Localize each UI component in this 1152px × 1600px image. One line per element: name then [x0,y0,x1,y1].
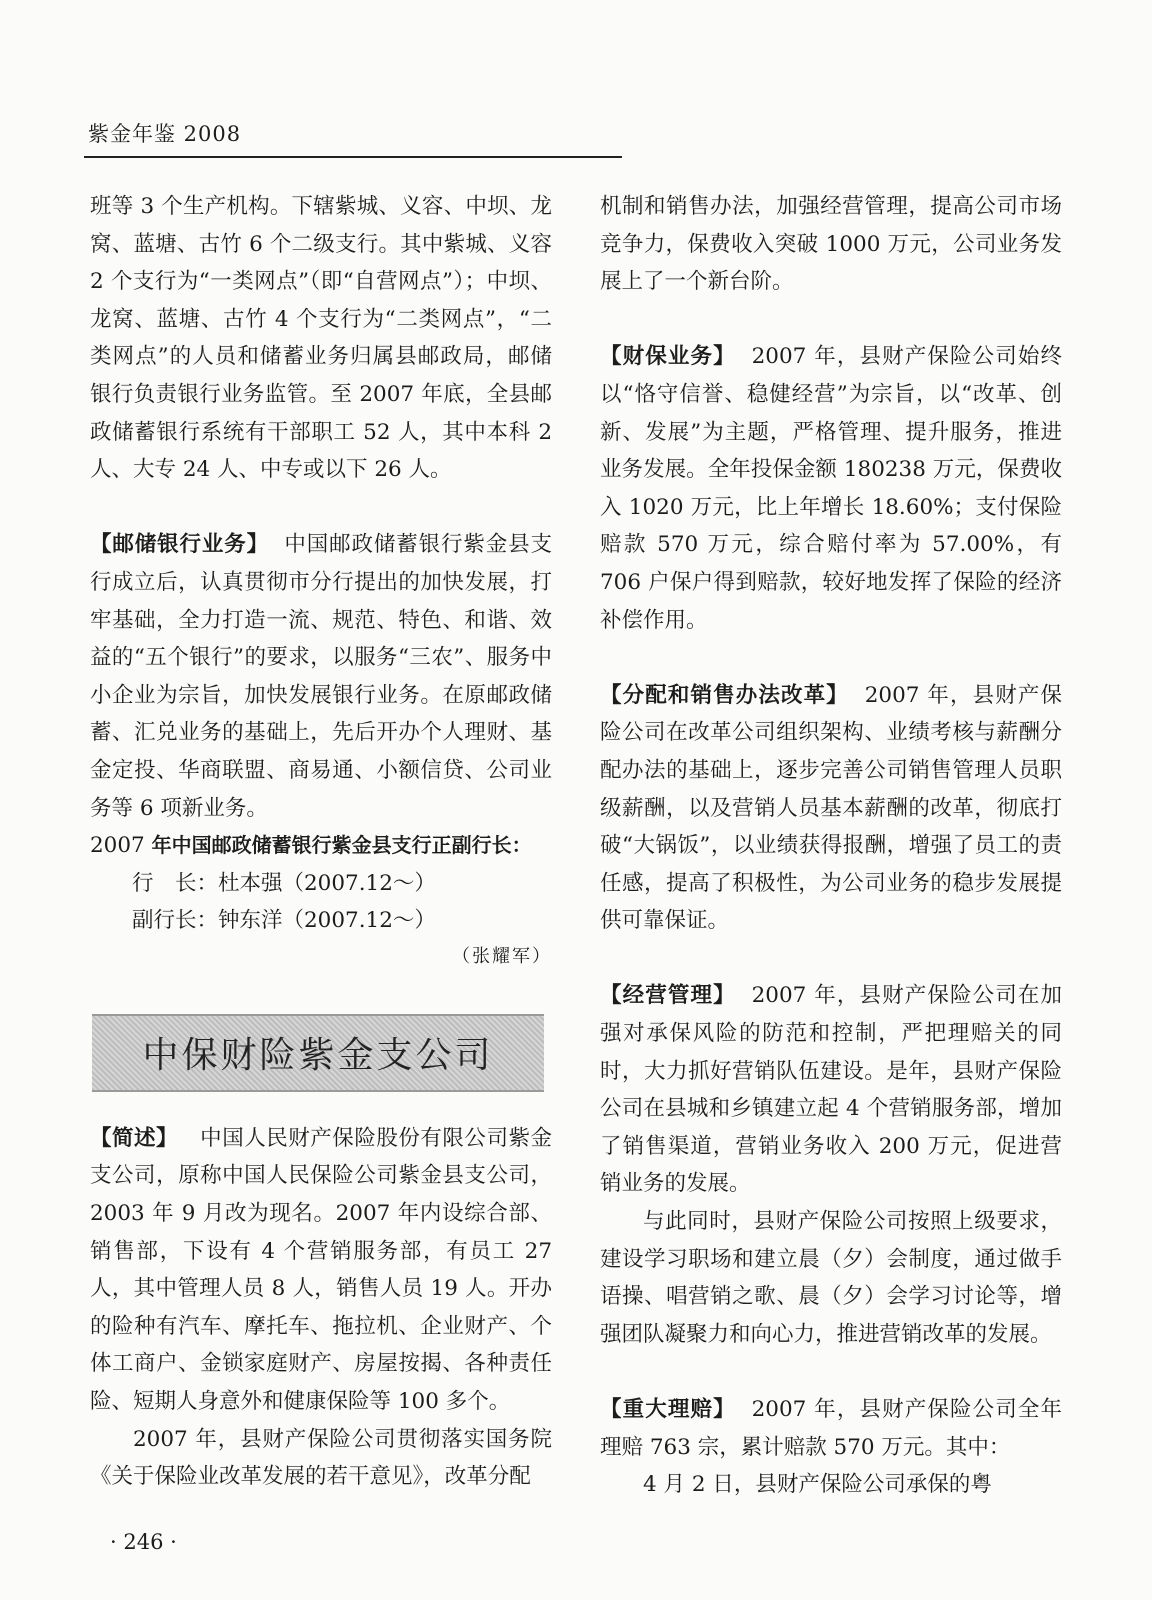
section-banner-title: 中保财险紫金支公司 [142,1035,494,1077]
section-tag-distribution-reform: 【分配和销售办法改革】 [600,682,849,708]
section-text-overview: 中国人民财产保险股份有限公司紫金支公司，原称中国人民保险公司紫金县支公司，2003 年 9 月改为现名。2007 年内设综合部、销售部，下设有 4 个营销服务部，有员工 27 人，其中管理人员 8 人，销售人员 19 人。开办的险种有汽车、摩托车、拖拉机、企业财产、个体工商户、金锁家庭财产、房屋按揭、各种责任险、短期人身意外和健康保险等 100 多个。 [90,1125,552,1415]
section-tag-overview: 【简述】 [90,1125,179,1151]
left-column [90,188,552,1496]
section-text-postal-business: 中国邮政储蓄银行紫金县支行成立后，认真贯彻市分行提出的加快发展，打牢基础，全力打造一流、规范、特色、和谐、效益的“五个银行”的要求，以服务“三农”、服务中小企业为宗旨，加快发展银行业务。在原邮政储蓄、汇兑业务的基础上，先后开办个人理财、基金定投、华商联盟、商易通、小额信贷、公司业务等 6 项新业务。 [90,532,552,821]
paragraph-distribution-reform [600,677,1062,940]
right-column [600,188,1062,1504]
section-text-management: 2007 年，县财产保险公司在加强对承保风险的防范和控制，严把理赔关的同时，大力抓好营销队伍建设。是年，县财产保险公司在县城和乡镇建立起 4 个营销服务部，增加了销售渠道，营销业务收入 200 万元，促进营销业务的发展。 [600,983,1062,1197]
running-header: 紫金年鉴 2008 [88,122,242,146]
paragraph-overview [90,1120,552,1421]
paragraph-property-insurance [600,338,1062,639]
officer-president: 行 长：杜本强（2007.12～） [132,870,436,896]
paragraph-postal-business [90,526,552,827]
section-text-property-insurance: 2007 年，县财产保险公司始终以“恪守信誉、稳健经营”为宗旨，以“改革、创新、发展”为主题，严格管理、提升服务，推进业务发展。全年投保金额 180238 万元，保费收入 1020 万元，比上年增长 18.60%；支付保险赔款 570 万元，综合赔付率为 57.00%，有 706 户保户得到赔款，较好地发挥了保险的经济补偿作用。 [600,344,1062,633]
section-tag-major-claims: 【重大理赔】 [600,1397,736,1422]
officer-vice-president: 副行长：钟东洋（2007.12～） [132,908,436,934]
paragraph-management [600,977,1062,1203]
paragraph-management-2: 与此同时，县财产保险公司按照上级要求，建设学习职场和建立晨（夕）会制度，通过做手语操、唱营销之歌、晨（夕）会学习讨论等，增强团队凝聚力和向心力，推进营销改革的发展。 [600,1209,1062,1347]
leaders-title-year: 2007 [90,833,145,859]
section-banner [92,1014,544,1092]
paragraph-major-claims [600,1391,1062,1466]
leaders-title [90,827,552,865]
paragraph-reform-continued: 机制和销售办法，加强经营管理，提高公司市场竞争力，保费收入突破 1000 万元，公司业务发展上了一个新台阶。 [600,194,1062,295]
paragraph-postal-branches: 班等 3 个生产机构。下辖紫城、义容、中坝、龙窝、蓝塘、古竹 6 个二级支行。其中紫城、义容 2 个支行为“一类网点”（即“自营网点”）；中坝、龙窝、蓝塘、古竹 4 个支行为“二类网点”，“二类网点”的人员和储蓄业务归属县邮政局，邮储银行负责银行业务监管。至 2007 年底，全县邮政储蓄银行系统有干部职工 52 人，其中本科 2 人、大专 24 人、中专或以下 26 人。 [90,194,552,483]
section-tag-property-insurance: 【财保业务】 [600,344,736,370]
section-tag-management: 【经营管理】 [600,983,736,1009]
leaders-title-text: 年中国邮政储蓄银行紫金县支行正副行长： [144,833,532,858]
section-text-distribution-reform: 2007 年，县财产保险公司在改革公司组织架构、业绩考核与薪酬分配办法的基础上，逐步完善公司销售管理人员职级薪酬，以及营销人员基本薪酬的改革，彻底打破“大锅饭”，以业绩获得报酬，增强了员工的责任感，提高了积极性，为公司业务的稳步发展提供可靠保证。 [600,682,1062,934]
section-tag-postal-business: 【邮储银行业务】 [90,532,269,558]
author-credit: （张耀军） [452,945,552,967]
paragraph-reform-start: 2007 年，县财产保险公司贯彻落实国务院《关于保险业改革发展的若干意见》，改革分配 [90,1426,552,1490]
section-text-major-claims: 2007 年，县财产保险公司全年理赔 763 宗，累计赔款 570 万元。其中： [600,1397,1062,1460]
header-rule [84,156,622,158]
page-number: · 246 · [110,1530,177,1554]
paragraph-claims-april: 4 月 2 日，县财产保险公司承保的粤 [643,1472,992,1498]
